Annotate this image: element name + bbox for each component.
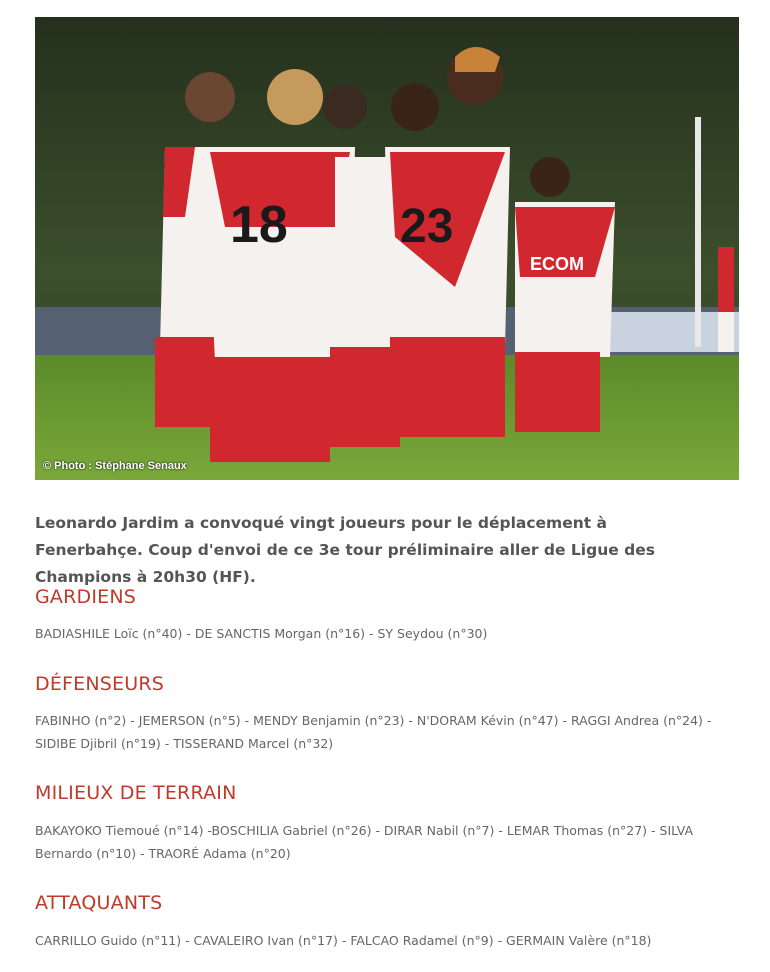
players-attaquants: CARRILLO Guido (n°11) - CAVALEIRO Ivan (n°17) - FALCAO Radamel (n°9) - GERMAIN Valère (n°18) [35,933,652,948]
section-title-attaquants: ATTAQUANTS [35,892,163,914]
jersey-number-18: 18 [230,196,288,254]
team-photo [35,17,739,480]
photo-credit: © Photo : Stéphane Senaux [43,460,187,472]
section-title-milieux: MILIEUX DE TERRAIN [35,782,237,804]
jersey-number-23: 23 [400,200,454,253]
section-title-defenseurs: DÉFENSEURS [35,673,165,695]
intro-text: Leonardo Jardim a convoqué vingt joueurs pour le déplacement à Fenerbahçe. Coup d'envoi de ce 3e tour préliminaire aller de Ligue des Champions à 20h30 (HF). [35,514,655,586]
section-title-gardiens: GARDIENS [35,586,137,608]
players-gardiens: BADIASHILE Loïc (n°40) - DE SANCTIS Morgan (n°16) - SY Seydou (n°30) [35,626,488,641]
shirt-sponsor: ECOM [530,254,584,274]
players-defenseurs: FABINHO (n°2) - JEMERSON (n°5) - MENDY Benjamin (n°23) - N'DORAM Kévin (n°47) - RAGGI Andrea (n°24) - SIDIBE Djibril (n°19) - TISSERAND Marcel (n°32) [35,713,712,751]
players-milieux: BAKAYOKO Tiemoué (n°14) -BOSCHILIA Gabriel (n°26) - DIRAR Nabil (n°7) - LEMAR Thomas (n°27) - SILVA Bernardo (n°10) - TRAORÉ Adama (n°20) [35,823,694,861]
